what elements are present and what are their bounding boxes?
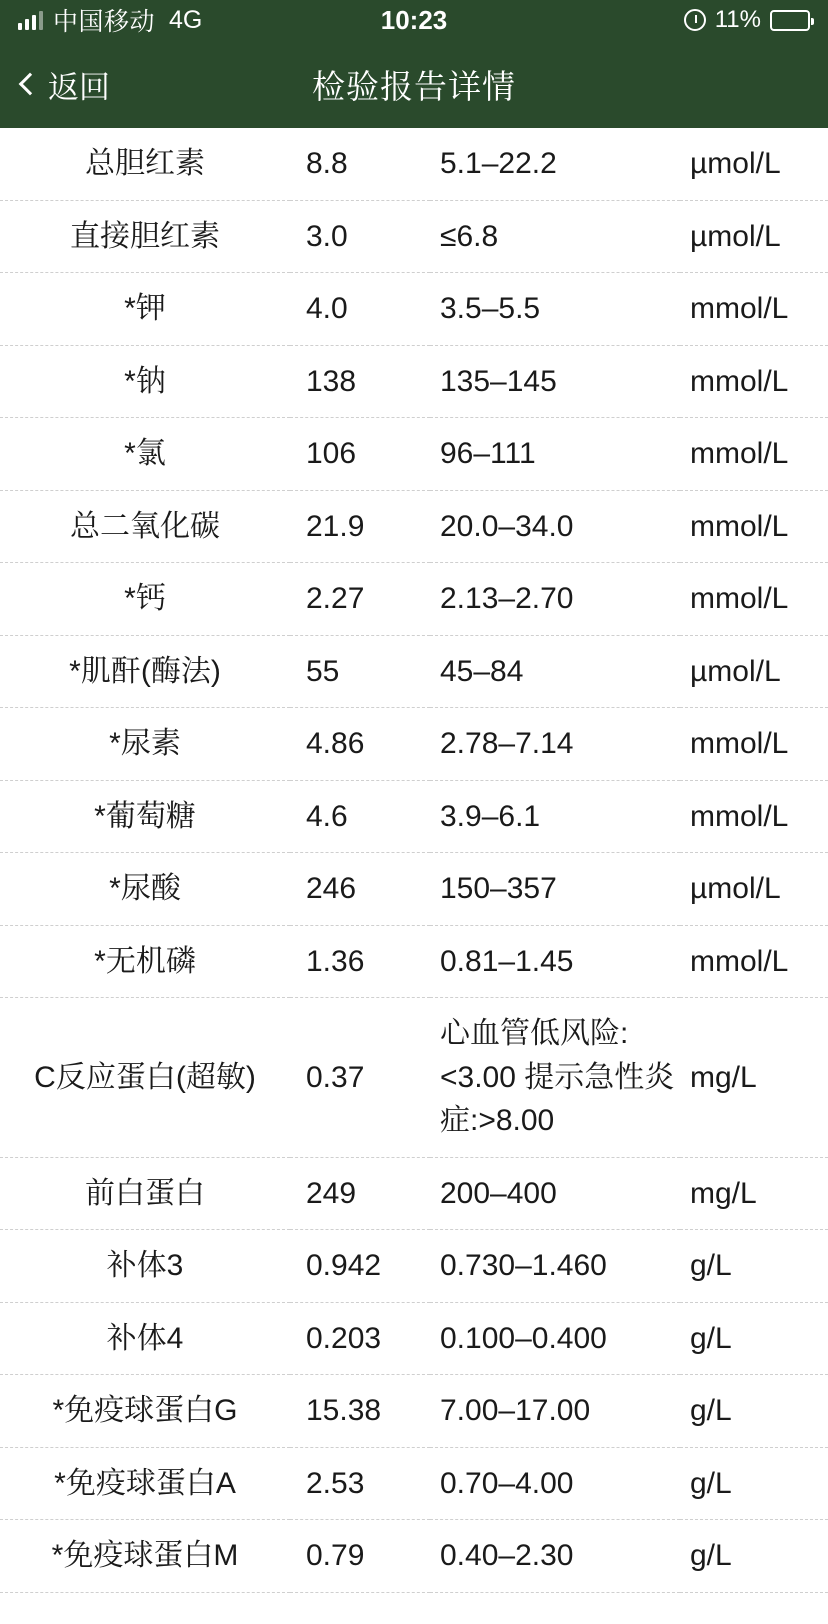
test-value: 0.942 [306,1249,382,1282]
test-reference-range: 3.5–5.5 [440,292,541,325]
test-unit: g/L [690,1249,732,1282]
test-value: 106 [306,437,357,470]
table-row [0,1157,828,1230]
table-row [0,708,828,781]
test-value: 4.86 [306,727,365,760]
test-name: *葡萄糖 [94,799,196,833]
test-name: *免疫球蛋白M [51,1539,239,1572]
page-title: 检验报告详情 [312,67,516,105]
test-reference-range: 2.13–2.70 [440,582,574,615]
test-reference-range: ≤6.8 [440,219,499,253]
test-value: 4.0 [306,292,348,325]
test-unit: µmol/L [690,654,781,688]
back-button-label: 返回 [48,69,110,105]
test-reference-range: 心血管低风险:<3.00 提示急性炎症:>8.00 [440,1017,675,1137]
test-unit: mmol/L [690,727,789,760]
alarm-icon [684,9,706,31]
table-row [0,1302,828,1375]
test-value: 246 [306,872,357,905]
test-value: 138 [306,364,357,398]
table-row [0,273,828,346]
table-row [0,345,828,418]
test-name: 补体3 [106,1249,184,1282]
test-reference-range: 3.9–6.1 [440,799,541,833]
test-value: 3.0 [306,219,348,253]
test-value: 2.53 [306,1466,365,1500]
test-value: 0.79 [306,1539,365,1572]
test-reference-range: 0.100–0.400 [440,1321,607,1355]
test-value: 21.9 [306,509,365,543]
test-value: 55 [306,654,340,688]
back-button[interactable] [18,62,110,107]
test-reference-range: 2.78–7.14 [440,727,574,760]
test-reference-range: 5.1–22.2 [440,147,557,180]
test-value: 8.8 [306,147,348,180]
test-name: 总胆红素 [85,147,205,180]
table-row [0,780,828,853]
nav-bar [0,40,828,128]
test-reference-range: 150–357 [440,872,557,905]
test-unit: µmol/L [690,872,781,905]
chevron-left-icon [19,73,42,96]
test-unit: mmol/L [690,944,789,978]
table-row [0,1375,828,1448]
test-name: *无机磷 [94,944,196,978]
lab-report-table [0,128,828,1593]
test-name: C反应蛋白(超敏) [34,1060,256,1094]
table-row [0,200,828,273]
test-reference-range: 0.730–1.460 [440,1249,607,1282]
test-name: *尿素 [109,727,181,760]
test-unit: mg/L [690,1060,757,1094]
test-value: 249 [306,1176,357,1210]
test-reference-range: 45–84 [440,654,524,688]
test-value: 4.6 [306,799,348,833]
test-value: 2.27 [306,582,365,615]
test-unit: mmol/L [690,364,789,398]
battery-percent-label: 11% [714,6,761,33]
test-reference-range: 96–111 [440,437,536,470]
table-row [0,853,828,926]
test-name: *尿酸 [109,872,181,905]
battery-icon [770,10,810,31]
carrier-label: 中国移动 [53,8,156,36]
test-name: 总二氧化碳 [70,509,220,543]
table-row [0,998,828,1158]
test-reference-range: 7.00–17.00 [440,1394,591,1427]
test-reference-range: 200–400 [440,1176,557,1210]
test-unit: mmol/L [690,292,789,325]
table-row [0,635,828,708]
table-row [0,1230,828,1303]
table-row [0,563,828,636]
status-bar-clock: 10:23 [380,4,448,35]
test-name: *钙 [124,582,166,615]
test-unit: µmol/L [690,147,781,180]
table-row [0,925,828,998]
test-unit: mmol/L [690,799,789,833]
test-unit: mg/L [690,1176,757,1210]
test-name: *肌酐(酶法) [69,654,221,688]
test-name: *氯 [124,437,166,470]
test-unit: g/L [690,1394,732,1427]
test-unit: mmol/L [690,582,789,615]
table-row [0,128,828,200]
test-name: 直接胆红素 [70,219,220,253]
test-reference-range: 0.81–1.45 [440,944,574,978]
table-bottom-edge [0,1593,828,1613]
test-reference-range: 0.70–4.00 [440,1466,574,1500]
table-row [0,1520,828,1593]
test-unit: g/L [690,1539,732,1572]
test-name: *免疫球蛋白G [52,1394,238,1427]
test-unit: mmol/L [690,437,789,470]
test-value: 0.37 [306,1060,365,1094]
table-row [0,418,828,491]
test-reference-range: 135–145 [440,364,557,398]
test-name: 前白蛋白 [85,1176,205,1210]
network-type-label: 4G [169,5,203,34]
test-reference-range: 0.40–2.30 [440,1539,574,1572]
test-name: *钾 [124,292,166,325]
test-unit: µmol/L [690,219,781,253]
table-row [0,1447,828,1520]
test-name: 补体4 [106,1321,184,1355]
test-unit: g/L [690,1466,732,1500]
test-unit: g/L [690,1321,732,1355]
status-bar [0,0,828,40]
test-name: *免疫球蛋白A [54,1466,236,1500]
test-name: *钠 [124,364,166,398]
test-value: 15.38 [306,1394,382,1427]
test-unit: mmol/L [690,509,789,543]
test-value: 0.203 [306,1321,382,1355]
table-row [0,490,828,563]
test-reference-range: 20.0–34.0 [440,509,574,543]
test-value: 1.36 [306,944,365,978]
